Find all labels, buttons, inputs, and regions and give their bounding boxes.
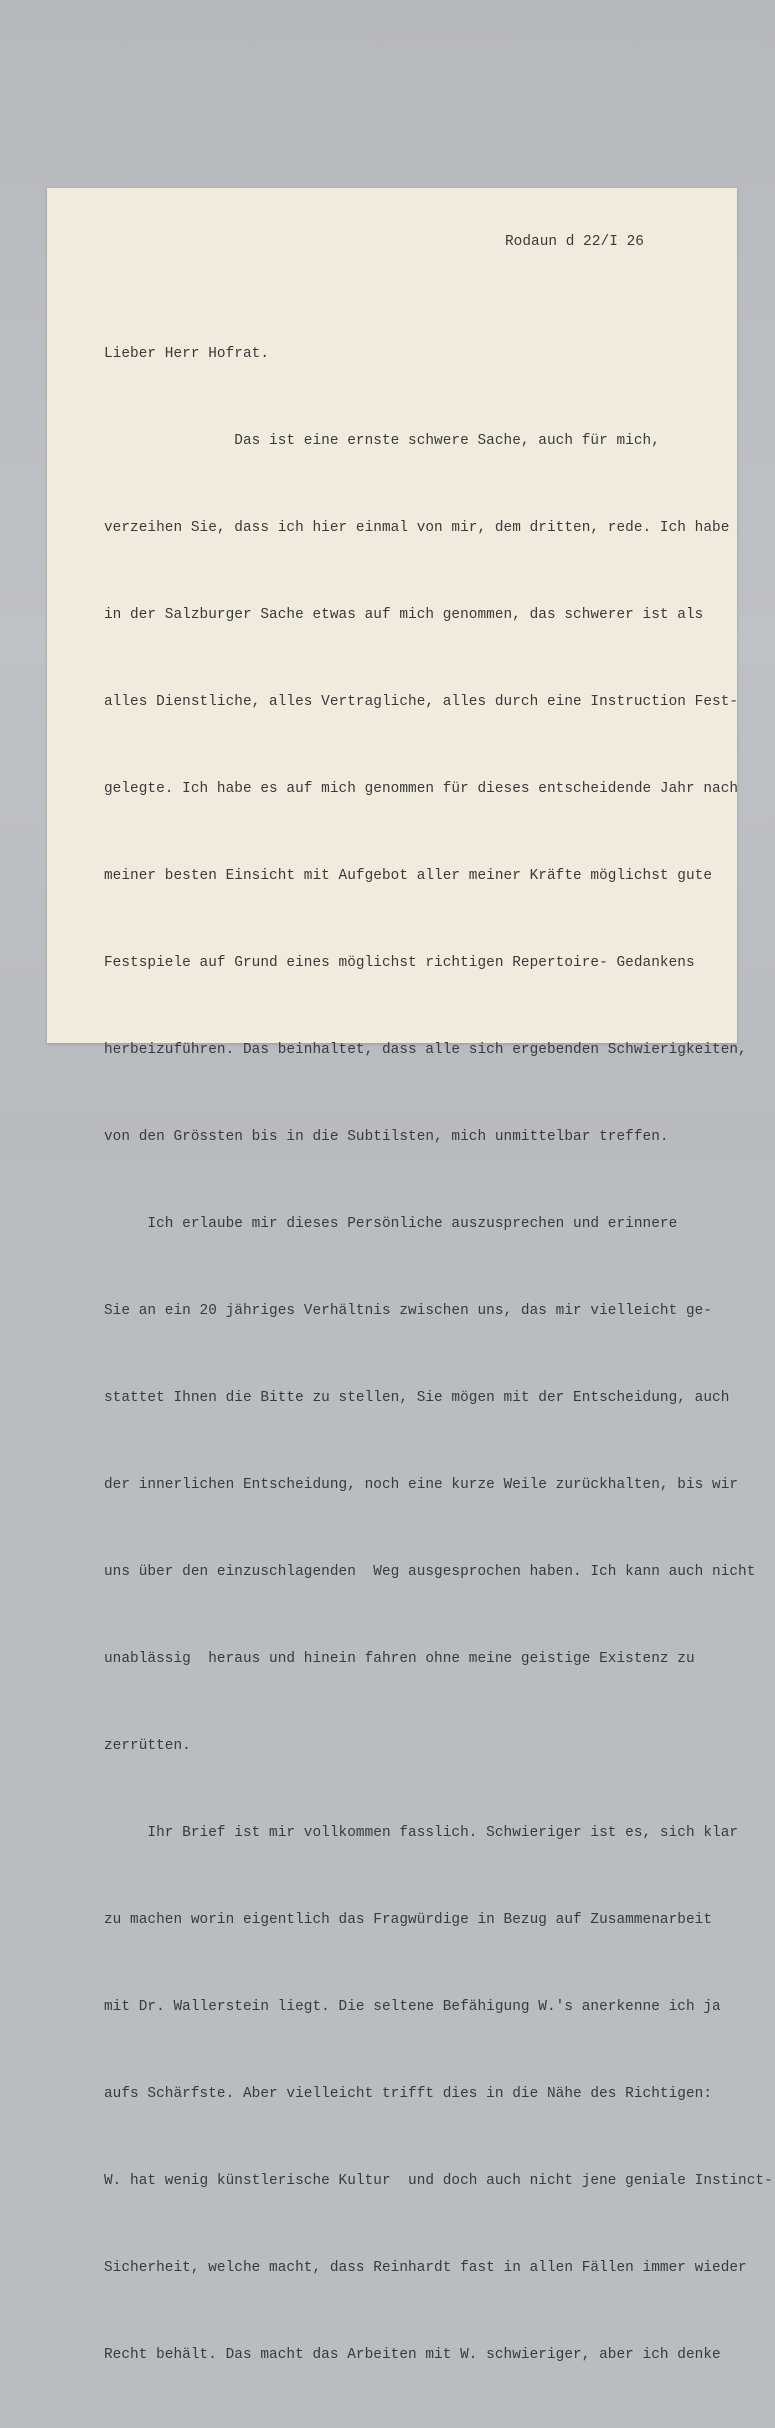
letter-line: Sie an ein 20 jähriges Verhältnis zwischen uns, das mir vielleicht ge- bbox=[104, 1303, 713, 1319]
letter-line: der innerlichen Entscheidung, noch eine kurze Weile zurückhalten, bis wir bbox=[104, 1477, 739, 1493]
letter-line: stattet Ihnen die Bitte zu stellen, Sie mögen mit der Entscheidung, auch bbox=[104, 1390, 730, 1406]
letter-line: herbeizuführen. Das beinhaltet, dass alle sich ergebenden Schwierigkeiten, bbox=[104, 1042, 747, 1058]
letter-line: zerrütten. bbox=[104, 1738, 191, 1754]
letter-line: unablässig heraus und hinein fahren ohne meine geistige Existenz zu bbox=[104, 1651, 695, 1667]
letter-line: meiner besten Einsicht mit Aufgebot aller meiner Kräfte möglichst gute bbox=[104, 868, 713, 884]
letter-line: alles Dienstliche, alles Vertragliche, alles durch eine Instruction Fest- bbox=[104, 694, 739, 710]
letter-line: gelegte. Ich habe es auf mich genommen für dieses entscheidende Jahr nach bbox=[104, 781, 739, 797]
letter-line: von den Grössten bis in die Subtilsten, mich unmittelbar treffen. bbox=[104, 1129, 669, 1145]
letter-dateline: Rodaun d 22/I 26 bbox=[505, 234, 644, 250]
letter-line: uns über den einzuschlagenden Weg ausgesprochen haben. Ich kann auch nicht bbox=[104, 1564, 756, 1580]
letter-line: Recht behält. Das macht das Arbeiten mit W. schwieriger, aber ich denke bbox=[104, 2347, 721, 2363]
letter-line: W. hat wenig künstlerische Kultur und doch auch nicht jene geniale Instinct- bbox=[104, 2173, 773, 2189]
letter-line: Ihr Brief ist mir vollkommen fasslich. Schwieriger ist es, sich klar bbox=[104, 1825, 739, 1841]
letter-line: zu machen worin eigentlich das Fragwürdige in Bezug auf Zusammenarbeit bbox=[104, 1912, 713, 1928]
letter-sheet bbox=[47, 188, 773, 2363]
letter-line: Das ist eine ernste schwere Sache, auch für mich, bbox=[104, 433, 660, 449]
letter-line: mit Dr. Wallerstein liegt. Die seltene Befähigung W.'s anerkenne ich ja bbox=[104, 1999, 721, 2015]
letter-body bbox=[104, 282, 773, 2428]
letter-line: Ich erlaube mir dieses Persönliche auszusprechen und erinnere bbox=[104, 1216, 678, 1232]
letter-line: aufs Schärfste. Aber vielleicht trifft dies in die Nähe des Richtigen: bbox=[104, 2086, 713, 2102]
letter-line: Lieber Herr Hofrat. bbox=[104, 346, 270, 362]
letter-line: in der Salzburger Sache etwas auf mich genommen, das schwerer ist als bbox=[104, 607, 704, 623]
letter-line: verzeihen Sie, dass ich hier einmal von mir, dem dritten, rede. Ich habe bbox=[104, 520, 730, 536]
letter-line: Sicherheit, welche macht, dass Reinhardt fast in allen Fällen immer wieder bbox=[104, 2260, 747, 2276]
letter-line: Festspiele auf Grund eines möglichst richtigen Repertoire- Gedankens bbox=[104, 955, 695, 971]
